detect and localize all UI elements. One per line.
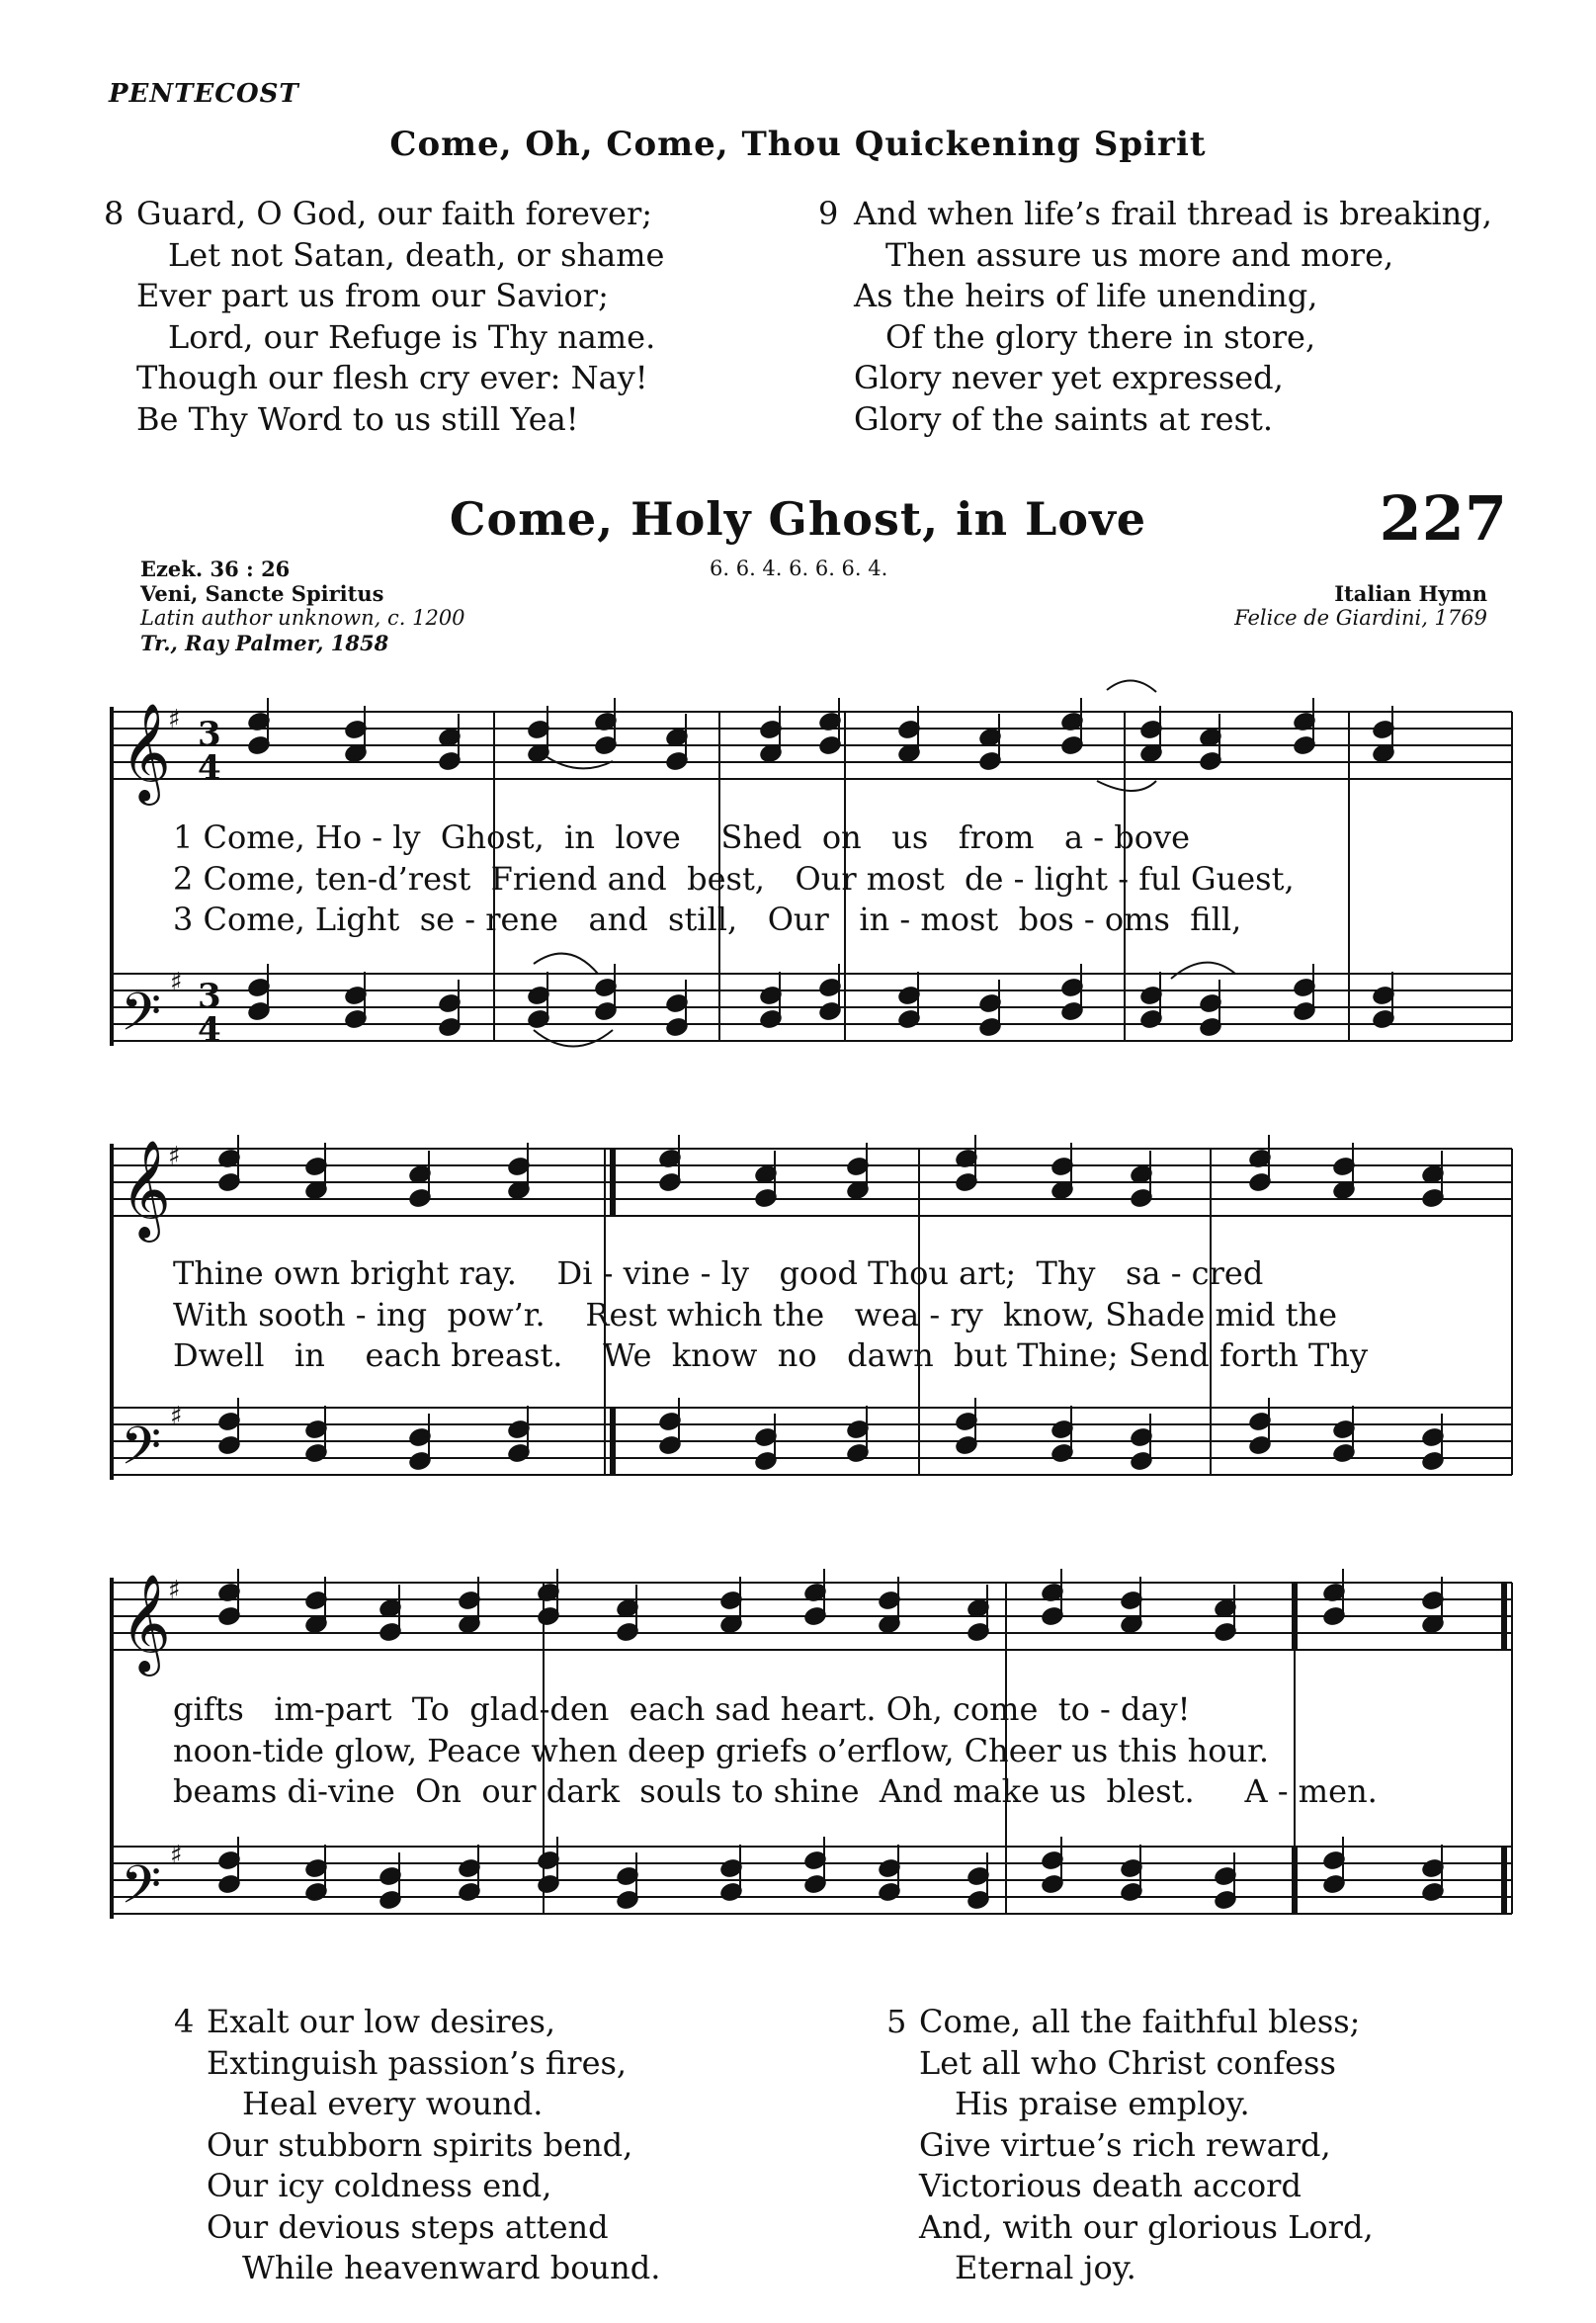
hymn-number: 227 xyxy=(1379,482,1507,555)
svg-text:♯: ♯ xyxy=(168,1576,181,1605)
verse-number: 8 xyxy=(104,195,125,232)
time-signature-top: 3 xyxy=(198,715,221,754)
composer: Felice de Giardini, 1769 xyxy=(1234,606,1487,630)
hymn-title: Come, Holy Ghost, in Love xyxy=(449,492,1147,546)
section-label: PENTECOST xyxy=(109,79,299,109)
verse-line: Let not Satan, death, or shame xyxy=(168,235,665,274)
lyric-line: beams di-vine On our dark souls to shine And make us blest. A - men. xyxy=(173,1772,1378,1810)
verse-line: Glory of the saints at rest. xyxy=(854,399,1274,438)
verse-line: Of the glory there in store, xyxy=(885,317,1316,356)
verse-line: Though our flesh cry ever: Nay! xyxy=(136,359,648,396)
svg-text:𝄞: 𝄞 xyxy=(121,1140,171,1239)
verse-number: 4 xyxy=(174,2003,195,2040)
svg-text:♯: ♯ xyxy=(170,1402,183,1431)
verse-line: Our devious steps attend xyxy=(207,2207,609,2246)
verse-line: Eternal joy. xyxy=(955,2249,1136,2286)
lyric-line: 2 Come, ten-d’rest Friend and best, Our most de - light - ful Guest, xyxy=(173,859,1295,898)
lyric-line: noon-tide glow, Peace when deep griefs o’erflow, Cheer us this hour. xyxy=(173,1731,1270,1769)
svg-text:♯: ♯ xyxy=(168,705,181,734)
svg-text:♯: ♯ xyxy=(170,968,183,997)
verse-line: Exalt our low desires, xyxy=(207,2003,556,2040)
verse-line: Heal every wound. xyxy=(242,2085,544,2122)
lyrics-system-1 xyxy=(173,817,1295,941)
verse-line: And when life’s frail thread is breaking, xyxy=(854,195,1492,232)
verse-line: Give virtue’s rich reward, xyxy=(919,2125,1331,2164)
verse-line: Let all who Christ confess xyxy=(919,2043,1336,2082)
scripture-reference: Ezek. 36 : 26 xyxy=(140,557,291,581)
svg-text:𝄞: 𝄞 xyxy=(121,1574,171,1673)
lyric-line: 3 Come, Light se - rene and still, Our in - most bos - oms fill, xyxy=(173,901,1242,938)
previous-hymn-title: Come, Oh, Come, Thou Quickening Spirit xyxy=(389,125,1207,164)
text-author: Latin author unknown, c. 1200 xyxy=(140,606,465,630)
lyric-line: gifts im-part To glad-den each sad heart. Oh, come to - day! xyxy=(173,1690,1191,1728)
svg-text:𝄢: 𝄢 xyxy=(121,1855,162,1929)
translator: Tr., Ray Palmer, 1858 xyxy=(140,631,389,655)
verse-number: 5 xyxy=(886,2003,907,2040)
lyrics-system-3 xyxy=(173,1689,1378,1813)
verse-line: As the heirs of life unending, xyxy=(854,277,1318,314)
verse-line: His praise employ. xyxy=(955,2085,1250,2122)
lyric-line: With sooth - ing pow’r. Rest which the wea - ry know, Shade mid the xyxy=(173,1295,1338,1334)
time-signature-bottom: 4 xyxy=(198,748,221,788)
verse-line: While heavenward bound. xyxy=(242,2249,661,2286)
verse-line: Ever part us from our Savior; xyxy=(136,277,609,314)
lyric-line: Dwell in each breast. We know no dawn but Thine; Send forth Thy xyxy=(173,1336,1369,1374)
stanza-4 xyxy=(174,2002,660,2289)
text-source: Veni, Sancte Spiritus xyxy=(140,581,384,606)
verse-line: Come, all the faithful bless; xyxy=(919,2003,1361,2040)
verse-number: 9 xyxy=(818,195,839,232)
verse-line: Glory never yet expressed, xyxy=(854,359,1284,396)
meter: 6. 6. 4. 6. 6. 6. 4. xyxy=(710,557,888,580)
time-signature-top: 3 xyxy=(198,977,221,1016)
lyric-line: 1 Come, Ho - ly Ghost, in love Shed on us from a - bove xyxy=(173,818,1191,856)
tune-name: Italian Hymn xyxy=(1334,581,1487,606)
svg-text:𝄢: 𝄢 xyxy=(121,1417,162,1490)
verse-line: Extinguish passion’s fires, xyxy=(207,2043,628,2082)
verse-line: Our icy coldness end, xyxy=(207,2167,552,2204)
verse-line: And, with our glorious Lord, xyxy=(919,2207,1374,2246)
time-signature-bottom: 4 xyxy=(198,1010,221,1050)
lyric-line: Thine own bright ray. Di - vine - ly good Thou art; Thy sa - cred xyxy=(173,1254,1264,1292)
svg-text:♯: ♯ xyxy=(168,1142,181,1171)
verse-line: Our stubborn spirits bend, xyxy=(207,2125,633,2164)
svg-text:♯: ♯ xyxy=(170,1841,183,1870)
svg-text:𝄢: 𝄢 xyxy=(121,983,162,1056)
clefs xyxy=(121,703,171,1929)
verse-line: Be Thy Word to us still Yea! xyxy=(136,399,579,438)
verse-line: Victorious death accord xyxy=(919,2167,1302,2204)
svg-text:𝄞: 𝄞 xyxy=(121,703,171,802)
stanza-5 xyxy=(886,2002,1374,2289)
verse-line: Guard, O God, our faith forever; xyxy=(136,195,653,232)
lyrics-system-2 xyxy=(173,1253,1368,1377)
verse-line: Lord, our Refuge is Thy name. xyxy=(168,317,656,356)
verse-line: Then assure us more and more, xyxy=(885,235,1394,274)
